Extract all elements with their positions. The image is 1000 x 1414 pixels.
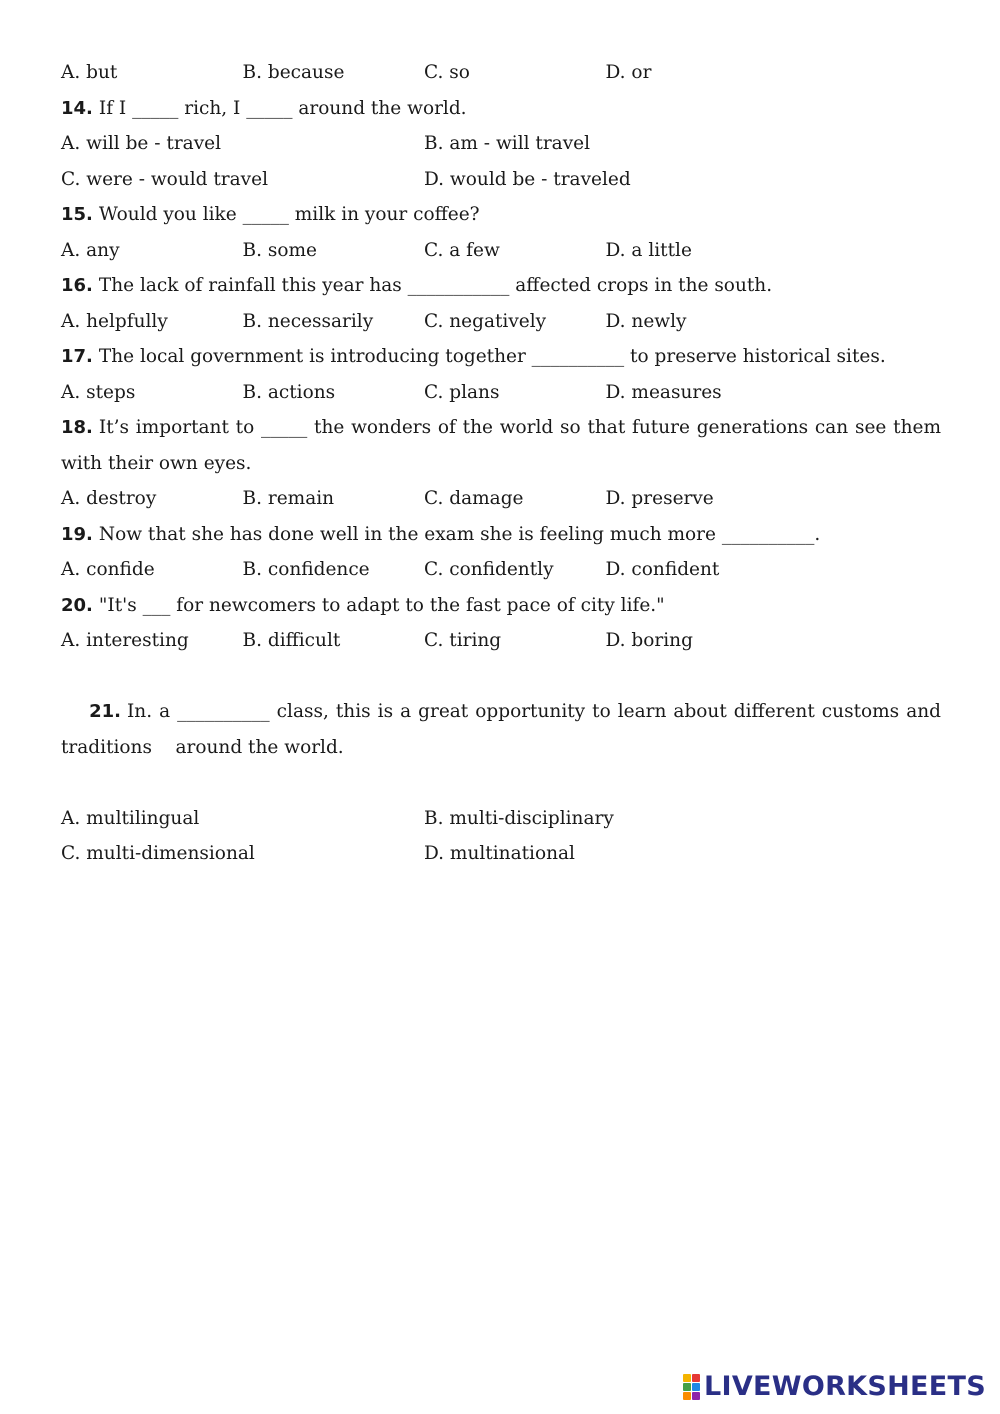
- option[interactable]: B. am - will travel: [424, 133, 591, 154]
- question-text: It’s important to _____ the wonders of the world so that future generations can see them with their own eyes.: [61, 417, 941, 474]
- question-text: "It's ___ for newcomers to adapt to the fast pace of city life.": [98, 594, 665, 616]
- option[interactable]: A. multilingual: [61, 807, 200, 829]
- option[interactable]: B. difficult: [242, 630, 341, 651]
- option[interactable]: C. a few: [424, 239, 500, 261]
- option[interactable]: B. necessarily: [242, 310, 374, 332]
- logo-square: [692, 1383, 700, 1391]
- question-text: Now that she has done well in the exam she is feeling much more __________.: [98, 523, 821, 545]
- question-text: The lack of rainfall this year has ___________ affected crops in the south.: [98, 275, 773, 296]
- option[interactable]: A. will be - travel: [61, 133, 222, 154]
- question-number: 17.: [61, 346, 93, 367]
- logo-text: LIVEWORKSHEETS: [703, 1371, 986, 1402]
- option[interactable]: C. were - would travel: [61, 168, 268, 190]
- question-number: 20.: [61, 594, 93, 616]
- option[interactable]: C. damage: [424, 488, 524, 509]
- question-stem: [61, 517, 941, 553]
- question-stem: [61, 91, 941, 127]
- option[interactable]: C. so: [424, 62, 470, 83]
- option[interactable]: D. preserve: [605, 488, 714, 509]
- option[interactable]: C. confidently: [424, 559, 554, 580]
- question-stem: [61, 197, 941, 233]
- option[interactable]: A. confide: [61, 559, 155, 580]
- option[interactable]: D. confident: [605, 559, 720, 580]
- option[interactable]: C. multi-dimensional: [61, 843, 255, 864]
- option[interactable]: A. destroy: [61, 488, 157, 509]
- question-number: 19.: [61, 523, 93, 545]
- option[interactable]: D. boring: [605, 630, 693, 651]
- logo-square: [683, 1383, 691, 1391]
- option[interactable]: C. negatively: [424, 310, 547, 332]
- worksheet: [61, 55, 947, 872]
- options-row: [61, 162, 941, 198]
- option[interactable]: B. some: [242, 239, 317, 261]
- option[interactable]: A. steps: [61, 381, 136, 403]
- question-text: If I _____ rich, I _____ around the world.: [98, 97, 467, 119]
- question-stem: [61, 588, 941, 624]
- options-row: [61, 552, 941, 588]
- option[interactable]: C. tiring: [424, 630, 502, 651]
- question-number: 21.: [89, 701, 121, 722]
- option[interactable]: B. multi-disciplinary: [424, 807, 614, 829]
- option[interactable]: D. a little: [605, 239, 692, 261]
- option[interactable]: D. or: [605, 62, 652, 83]
- options-row: [61, 126, 941, 162]
- options-row: [61, 481, 941, 517]
- option[interactable]: A. interesting: [61, 630, 189, 651]
- logo-square: [692, 1374, 700, 1382]
- option[interactable]: A. but: [61, 62, 118, 83]
- question-number: 16.: [61, 275, 93, 296]
- question-stem: [61, 410, 941, 481]
- top-options-row: [61, 55, 941, 91]
- options-row: [61, 836, 941, 872]
- question-stem: [61, 339, 941, 375]
- question-stem: [61, 268, 941, 304]
- option[interactable]: D. newly: [605, 310, 687, 332]
- logo-square: [692, 1392, 700, 1400]
- option[interactable]: D. would be - traveled: [424, 168, 631, 190]
- liveworksheets-logo[interactable]: [683, 1371, 986, 1402]
- options-row: [61, 375, 941, 411]
- options-row: [61, 623, 941, 659]
- logo-square: [683, 1374, 691, 1382]
- logo-square: [683, 1392, 691, 1400]
- option[interactable]: B. actions: [242, 381, 336, 403]
- question-number: 14.: [61, 97, 93, 119]
- option[interactable]: A. helpfully: [61, 310, 168, 332]
- option[interactable]: B. confidence: [242, 559, 370, 580]
- question-number: 18.: [61, 417, 93, 438]
- question-text: Would you like _____ milk in your coffee?: [98, 204, 480, 225]
- option[interactable]: C. plans: [424, 381, 500, 403]
- question-text: The local government is introducing together __________ to preserve historical sites.: [98, 346, 886, 367]
- question-text: In. a __________ class, this is a great opportunity to learn about different customs and traditions around the world.: [61, 701, 947, 758]
- options-row: [61, 304, 941, 340]
- question-number: 15.: [61, 204, 93, 225]
- option[interactable]: B. because: [242, 62, 345, 83]
- option[interactable]: D. measures: [605, 381, 722, 403]
- option[interactable]: D. multinational: [424, 843, 575, 864]
- question-stem: [61, 659, 947, 801]
- options-row: [61, 801, 941, 837]
- option[interactable]: A. any: [61, 239, 120, 261]
- options-row: [61, 233, 941, 269]
- logo-icon: [683, 1374, 700, 1400]
- option[interactable]: B. remain: [242, 488, 335, 509]
